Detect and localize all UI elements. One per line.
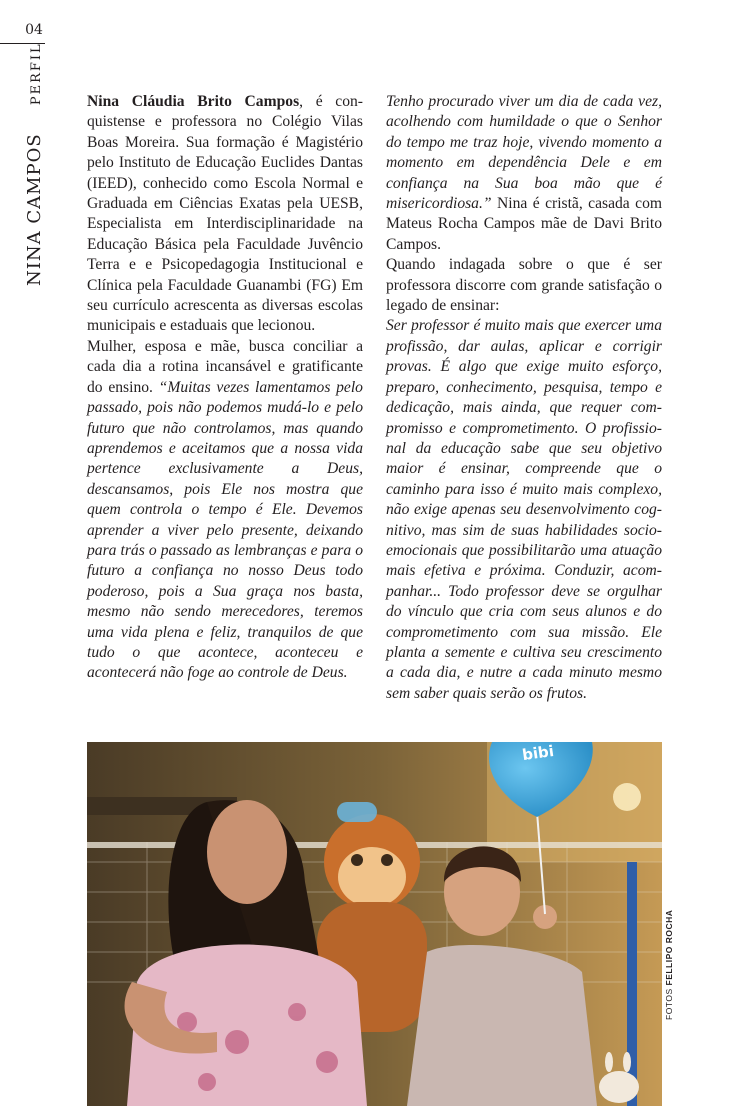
paragraph-question: Quando indagada sobre o que é ser professora discorre com grande satisfação o legado de ensinar: [386, 256, 662, 315]
intro-text: , é conquistense e professora no Colégio Vilas Boas Moreira. Sua formação é Magistério pelo Instituto de Educação Euclides Dantas (IEED), conhecido como Escola Normal e Graduada em Ciências Exatas pela UESB, Especialista em Interdisciplinaridade na Educação Básica pela Faculdade Juvêncio Terra e e Psicopedagogia Institucional e Clínica pela Faculdade Guanambi (FG) Em seu currículo acrescenta as diversas escolas municipais e estaduais que lecionou. [87, 93, 363, 335]
quote-text: “Muitas vezes lamentamos pelo passado, pois não podemos mudá-lo e pelo futuro que não controlamos, mas quando aprendemos e aceitamos que a nossa vida pertence exclusivamente a Deus, descansamos, pois Ele nos mostra que quem controla o tempo é Ele. Devemos aprender a viver pelo presente, deixando para trás o passado as lembranças e para o futuro a confiança no nosso Deus todo poderoso, pois a Sua graça nos basta, mesmo não sendo merecedores, teremos uma vida plena e feliz, tranquilos de que tudo o que acontece, aconteceu e acontecerá não foge ao controle de Deus. [87, 378, 363, 682]
photo-illustration [87, 742, 662, 1106]
photo-credit-name: FELLIPO ROCHA [664, 909, 674, 986]
ceiling-light [613, 783, 641, 811]
section-label: PERFIL [29, 42, 44, 106]
article-column-right [386, 92, 662, 704]
page-number: 04 [25, 22, 43, 38]
balloon-logo-text: bibi [521, 741, 555, 765]
side-header [24, 42, 45, 286]
profile-name: NINA CAMPOS [24, 133, 45, 286]
paragraph-quote-start [87, 337, 363, 684]
paragraph-quote-end [386, 92, 662, 255]
quote-text: Tenho procurado viver um dia de cada vez, acolhendo com humildade o que o Senhor do tempo me traz hoje, vivendo momento a momento em dependência Dele e em confiança na Sua boa mão que é misericordiosa.” [386, 93, 662, 213]
article-column-left [87, 92, 363, 684]
photo-credit-prefix: FOTOS [664, 988, 674, 1020]
paragraph-text: Nina é cristã, casada com Mateus Rocha Campos mãe de Davi Brito Campos. [386, 195, 662, 253]
subject-name: Nina Cláudia Brito Campos [87, 93, 300, 110]
photo-credit [664, 910, 674, 1020]
article-photo [87, 742, 662, 1106]
paragraph-text: Mulher, esposa e mãe, busca conciliar a cada dia a rotina incansável e gratificante do ensino. [87, 337, 363, 396]
paragraph-teaching-quote: Ser professor é muito mais que exercer uma profissão, dar aulas, aplicar e corrigir provas. É algo que exige muito esforço, preparo, conhecimento, pesquisa, tempo e dedicação, mais ainda, que requer compromisso e comprometimento. O profissional da educação sabe que seu objetivo maior é ensinar, compreende que o caminho para isso é muito mais complexo, não exige apenas seu desenvolvimento cognitivo, mas sim de suas habilidades socioemocionais que possibilitarão uma atuação mais efetiva e próxima. Conduzir, acompanhar... Todo professor deve se orgulhar do vínculo que cria com seus alunos e do comprometimento com sua missão. Ele planta a semente e cultiva seu crescimento a cada dia, e nutre a cada minuto mesmo sem saber quais serão os frutos. [386, 317, 662, 702]
paragraph-intro [87, 92, 363, 337]
